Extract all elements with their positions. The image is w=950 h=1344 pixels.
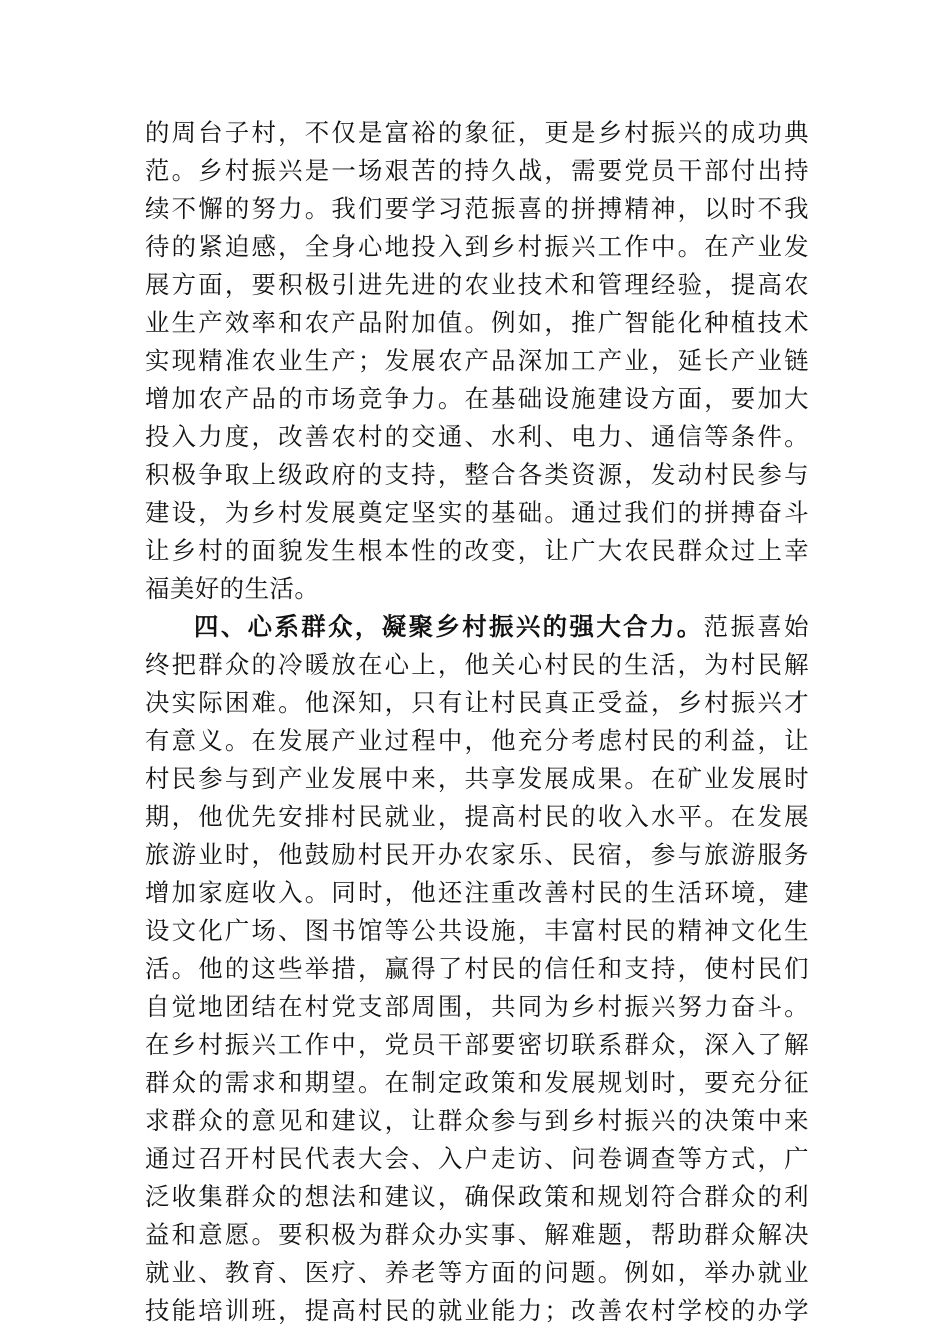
text-line: 旅游业时，他鼓励村民开办农家乐、民宿，参与旅游服务 — [145, 840, 809, 869]
section-4-first-line-rest: 范振喜始 — [703, 612, 809, 641]
section-4-heading: 四、心系群众，凝聚乡村振兴的强大合力。 — [194, 612, 704, 641]
text-line: 就业、教育、医疗、养老等方面的问题。例如，举办就业 — [145, 1258, 809, 1287]
text-line: 期，他优先安排村民就业，提高村民的收入水平。在发展 — [145, 802, 809, 831]
text-line: 投入力度，改善农村的交通、水利、电力、通信等条件。 — [145, 422, 809, 451]
text-line: 群众的需求和期望。在制定政策和发展规划时，要充分征 — [145, 1068, 809, 1097]
text-line: 待的紧迫感，全身心地投入到乡村振兴工作中。在产业发 — [145, 232, 809, 261]
text-line: 有意义。在发展产业过程中，他充分考虑村民的利益，让 — [145, 726, 809, 755]
text-line: 自觉地团结在村党支部周围，共同为乡村振兴努力奋斗。 — [145, 992, 809, 1021]
text-line: 终把群众的冷暖放在心上，他关心村民的生活，为村民解 — [145, 650, 809, 679]
text-line: 让乡村的面貌发生根本性的改变，让广大农民群众过上幸 — [145, 536, 809, 565]
text-line: 活。他的这些举措，赢得了村民的信任和支持，使村民们 — [145, 954, 809, 983]
body-text — [145, 114, 809, 1330]
text-line: 技能培训班，提高村民的就业能力；改善农村学校的办学 — [145, 1296, 809, 1325]
text-line: 求群众的意见和建议，让群众参与到乡村振兴的决策中来 — [145, 1106, 809, 1135]
text-line: 业生产效率和农产品附加值。例如，推广智能化种植技术 — [145, 308, 809, 337]
text-line: 在乡村振兴工作中，党员干部要密切联系群众，深入了解 — [145, 1030, 809, 1059]
text-line: 范。乡村振兴是一场艰苦的持久战，需要党员干部付出持 — [145, 156, 809, 185]
text-line: 设文化广场、图书馆等公共设施，丰富村民的精神文化生 — [145, 916, 809, 945]
text-line: 建设，为乡村发展奠定坚实的基础。通过我们的拼搏奋斗 — [145, 498, 809, 527]
text-line: 村民参与到产业发展中来，共享发展成果。在矿业发展时 — [145, 764, 809, 793]
text-line: 展方面，要积极引进先进的农业技术和管理经验，提高农 — [145, 270, 809, 299]
text-line: 福美好的生活。 — [145, 574, 320, 603]
text-line: 增加家庭收入。同时，他还注重改善村民的生活环境，建 — [145, 878, 809, 907]
text-line: 的周台子村，不仅是富裕的象征，更是乡村振兴的成功典 — [145, 118, 809, 147]
text-line: 决实际困难。他深知，只有让村民真正受益，乡村振兴才 — [145, 688, 809, 717]
text-line: 续不懈的努力。我们要学习范振喜的拼搏精神，以时不我 — [145, 194, 809, 223]
text-line: 实现精准农业生产；发展农产品深加工产业，延长产业链 — [145, 346, 809, 375]
text-line: 通过召开村民代表大会、入户走访、问卷调查等方式，广 — [145, 1144, 809, 1173]
text-line: 泛收集群众的想法和建议，确保政策和规划符合群众的利 — [145, 1182, 809, 1211]
section-4-first-line — [145, 608, 809, 646]
text-line: 益和意愿。要积极为群众办实事、解难题，帮助群众解决 — [145, 1220, 809, 1249]
text-line: 增加农产品的市场竞争力。在基础设施建设方面，要加大 — [145, 384, 809, 413]
text-line: 积极争取上级政府的支持，整合各类资源，发动村民参与 — [145, 460, 809, 489]
